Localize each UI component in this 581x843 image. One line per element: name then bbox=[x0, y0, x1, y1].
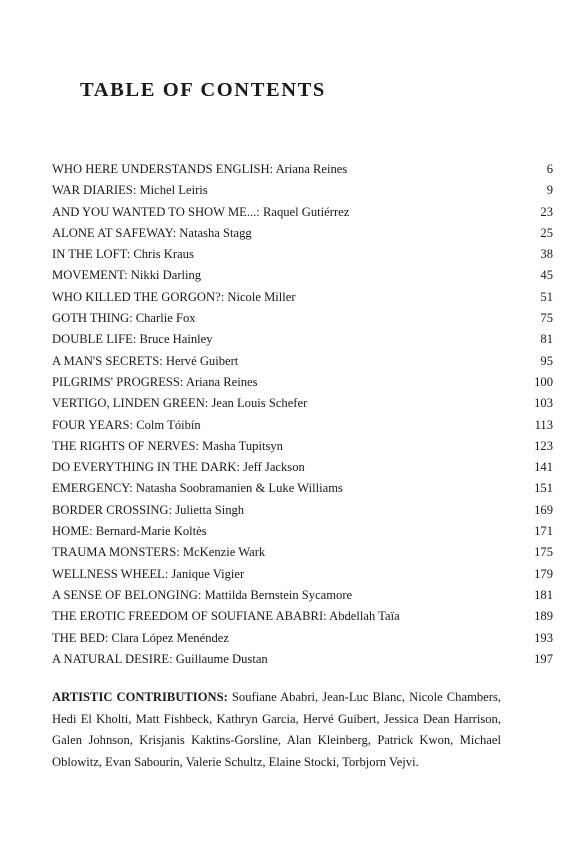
toc-section-title: EMERGENCY bbox=[52, 481, 130, 496]
toc-separator: : bbox=[169, 651, 176, 666]
toc-separator: : bbox=[129, 417, 137, 432]
toc-entry bbox=[52, 585, 553, 606]
toc-entry-label bbox=[52, 223, 252, 244]
toc-section-title: THE RIGHTS OF NERVES bbox=[52, 438, 196, 453]
toc-page-number: 151 bbox=[534, 481, 553, 496]
toc-page-number: 9 bbox=[546, 183, 553, 198]
toc-page-number: 95 bbox=[540, 353, 553, 368]
toc-separator: : bbox=[172, 225, 180, 240]
toc-section-title: WHO HERE UNDERSTANDS ENGLISH bbox=[52, 162, 270, 176]
toc-separator: : bbox=[179, 374, 186, 389]
toc-separator: : bbox=[89, 524, 96, 539]
page-title: TABLE OF CONTENTS bbox=[80, 79, 326, 101]
toc-entry-label bbox=[52, 521, 207, 542]
toc-entry-label bbox=[52, 649, 268, 670]
toc-entry bbox=[52, 244, 553, 265]
toc-section-title: TRAUMA MONSTERS bbox=[52, 545, 177, 560]
toc-entry-label bbox=[52, 478, 343, 499]
toc-section-title: THE EROTIC FREEDOM OF SOUFIANE ABABRI bbox=[52, 609, 324, 624]
toc-separator: : bbox=[256, 204, 263, 219]
toc-separator: : bbox=[197, 587, 205, 602]
toc-author: Nicole Miller bbox=[227, 289, 296, 304]
toc-entry-label bbox=[52, 500, 244, 521]
toc-author: Mattilda Bernstein Sycamore bbox=[204, 587, 353, 602]
toc-page-number: 38 bbox=[540, 247, 553, 262]
toc-page-number: 25 bbox=[540, 225, 553, 240]
toc-author: Masha Tupitsyn bbox=[202, 438, 283, 453]
toc-page-number: 75 bbox=[540, 311, 553, 326]
toc-separator: : bbox=[129, 481, 136, 496]
toc-page-number: 23 bbox=[540, 204, 553, 219]
toc-author: Nikki Darling bbox=[130, 268, 202, 283]
toc-section-title: AND YOU WANTED TO SHOW ME... bbox=[52, 204, 257, 219]
toc-author: Colm Tóibín bbox=[136, 417, 201, 432]
toc-entry bbox=[52, 287, 553, 308]
toc-entry bbox=[52, 351, 553, 372]
toc-separator: : bbox=[104, 630, 112, 645]
toc-entry-label bbox=[52, 159, 347, 180]
toc-page-number: 169 bbox=[534, 502, 553, 517]
toc-section-title: DO EVERYTHING IN THE DARK bbox=[52, 460, 237, 475]
toc-separator: : bbox=[204, 396, 212, 411]
toc-author: Michel Leiris bbox=[139, 183, 208, 198]
toc-separator: : bbox=[126, 247, 134, 262]
toc-author: Ariana Reines bbox=[275, 162, 348, 176]
toc-author: Natasha Stagg bbox=[179, 225, 252, 240]
toc-author: Guillaume Dustan bbox=[175, 651, 268, 666]
toc-separator: : bbox=[195, 438, 203, 453]
toc-page-number: 81 bbox=[540, 332, 553, 347]
toc-author: Bernard-Marie Koltès bbox=[95, 524, 207, 539]
toc-entry-label bbox=[52, 606, 400, 627]
toc-section-title: WHO KILLED THE GORGON? bbox=[52, 289, 221, 304]
toc-entry-label bbox=[52, 542, 265, 563]
toc-entry-label bbox=[52, 244, 194, 265]
toc-entry-label bbox=[52, 287, 296, 308]
toc-section-title: A NATURAL DESIRE bbox=[52, 651, 170, 666]
toc-entry-label bbox=[52, 351, 238, 372]
toc-separator: : bbox=[124, 268, 131, 283]
toc-entry-label bbox=[52, 564, 244, 585]
toc-separator: : bbox=[132, 332, 140, 347]
toc-author: Jean Louis Schefer bbox=[211, 396, 308, 411]
toc-section-title: FOUR YEARS bbox=[52, 417, 130, 432]
artistic-contributions-heading: ARTISTIC CONTRIBUTIONS: bbox=[52, 690, 228, 704]
toc-entry bbox=[52, 159, 553, 180]
toc-separator: : bbox=[236, 460, 244, 475]
toc-separator: : bbox=[269, 162, 276, 176]
toc-separator: : bbox=[176, 545, 183, 560]
toc-page-number: 197 bbox=[534, 651, 553, 666]
toc-entry-label bbox=[52, 393, 307, 414]
toc-entry-label bbox=[52, 436, 283, 457]
toc-section-title: DOUBLE LIFE bbox=[52, 332, 133, 347]
toc-page-number: 51 bbox=[540, 289, 553, 304]
toc-section-title: VERTIGO, LINDEN GREEN bbox=[52, 396, 205, 411]
toc-author: Abdellah Taïa bbox=[329, 609, 400, 624]
toc-entry bbox=[52, 606, 553, 627]
toc-entry bbox=[52, 415, 553, 436]
toc-author: Charlie Fox bbox=[135, 311, 196, 326]
toc-entry bbox=[52, 500, 553, 521]
toc-page-number: 113 bbox=[534, 417, 553, 432]
toc-author: Natasha Soobramanien & Luke Williams bbox=[135, 481, 343, 496]
toc-author: Hervé Guibert bbox=[165, 353, 239, 368]
toc-page-number: 171 bbox=[534, 524, 553, 539]
toc-separator: : bbox=[220, 289, 228, 304]
toc-entry bbox=[52, 308, 553, 329]
toc-entry bbox=[52, 564, 553, 585]
toc-entry bbox=[52, 542, 553, 563]
toc-section-title: ALONE AT SAFEWAY bbox=[52, 225, 173, 240]
table-of-contents-list bbox=[52, 159, 553, 670]
toc-entry-label bbox=[52, 202, 349, 223]
toc-section-title: BORDER CROSSING bbox=[52, 502, 169, 517]
toc-separator: : bbox=[168, 502, 176, 517]
toc-entry bbox=[52, 265, 553, 286]
toc-entry-label bbox=[52, 457, 305, 478]
toc-entry bbox=[52, 457, 553, 478]
toc-separator: : bbox=[164, 566, 172, 581]
toc-author: Raquel Gutiérrez bbox=[262, 204, 350, 219]
toc-entry bbox=[52, 202, 553, 223]
toc-entry bbox=[52, 180, 553, 201]
toc-page-number: 175 bbox=[534, 545, 553, 560]
toc-author: Clara López Menéndez bbox=[111, 630, 229, 645]
toc-entry bbox=[52, 372, 553, 393]
toc-page-number: 100 bbox=[534, 374, 553, 389]
toc-author: McKenzie Wark bbox=[182, 545, 266, 560]
toc-author: Julietta Singh bbox=[175, 502, 245, 517]
toc-separator: : bbox=[129, 311, 136, 326]
toc-author: Chris Kraus bbox=[133, 247, 194, 262]
toc-page-number: 103 bbox=[534, 396, 553, 411]
toc-separator: : bbox=[323, 609, 330, 624]
toc-entry bbox=[52, 478, 553, 499]
toc-entry-label bbox=[52, 372, 258, 393]
toc-entry-label bbox=[52, 308, 196, 329]
toc-section-title: A MAN'S SECRETS bbox=[52, 353, 160, 368]
toc-page-number: 179 bbox=[534, 566, 553, 581]
toc-author: Ariana Reines bbox=[185, 374, 258, 389]
toc-page-number: 141 bbox=[534, 460, 553, 475]
toc-entry-label bbox=[52, 585, 352, 606]
toc-section-title: A SENSE OF BELONGING bbox=[52, 587, 198, 602]
toc-entry-label bbox=[52, 628, 229, 649]
toc-entry bbox=[52, 223, 553, 244]
toc-entry-label bbox=[52, 265, 201, 286]
toc-entry bbox=[52, 649, 553, 670]
toc-page-number: 6 bbox=[546, 162, 553, 176]
toc-author: Bruce Hainley bbox=[139, 332, 213, 347]
toc-separator: : bbox=[159, 353, 166, 368]
toc-entry bbox=[52, 329, 553, 350]
toc-entry bbox=[52, 521, 553, 542]
toc-entry bbox=[52, 628, 553, 649]
toc-section-title: PILGRIMS' PROGRESS bbox=[52, 374, 180, 389]
toc-author: Janique Vigier bbox=[171, 566, 245, 581]
toc-page-number: 193 bbox=[534, 630, 553, 645]
toc-section-title: WAR DIARIES bbox=[52, 183, 133, 198]
toc-entry-label bbox=[52, 329, 213, 350]
toc-entry bbox=[52, 436, 553, 457]
toc-entry bbox=[52, 393, 553, 414]
artistic-contributions bbox=[52, 687, 501, 773]
toc-entry-label bbox=[52, 180, 208, 201]
toc-section-title: WELLNESS WHEEL bbox=[52, 566, 165, 581]
toc-page-number: 45 bbox=[540, 268, 553, 283]
toc-entry-label bbox=[52, 415, 201, 436]
toc-section-title: MOVEMENT bbox=[52, 268, 125, 283]
toc-section-title: HOME bbox=[52, 524, 90, 539]
toc-section-title: THE BED bbox=[52, 630, 105, 645]
toc-author: Jeff Jackson bbox=[243, 460, 305, 475]
toc-separator: : bbox=[132, 183, 140, 198]
artistic-contributions-names: Soufiane Ababri, Jean-Luc Blanc, Nicole Chambers, Hedi El Kholti, Matt Fishbeck, Kathryn Garcia, Hervé Guibert, Jessica Dean Harrison, Galen Johnson, Krisjanis Kaktins-Gorsline, Alan Kleinberg, Patrick Kwon, Michael Oblowitz, Evan Sabourin, Valerie Schultz, Elaine Stocki, Torbjorn Vejvi. bbox=[52, 690, 501, 769]
toc-page-number: 123 bbox=[534, 438, 553, 453]
toc-page-number: 189 bbox=[534, 609, 553, 624]
toc-section-title: GOTH THING bbox=[52, 311, 130, 326]
toc-page-number: 181 bbox=[534, 587, 553, 602]
toc-section-title: IN THE LOFT bbox=[52, 247, 127, 262]
